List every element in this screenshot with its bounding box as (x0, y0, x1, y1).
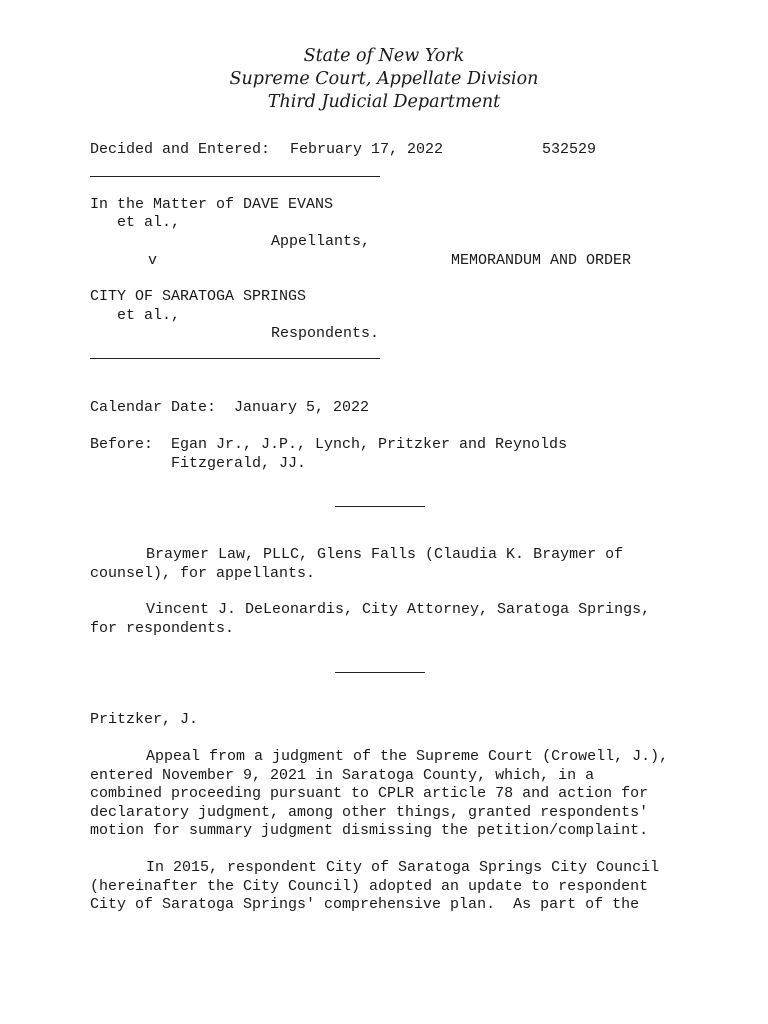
before-judges-line1: Egan Jr., J.P., Lynch, Pritzker and Reynolds (171, 436, 568, 453)
docket-number: 532529 (542, 141, 597, 158)
paragraph-line: declaratory judgment, among other things, granted respondents' (90, 804, 649, 821)
section-rule-2 (335, 672, 425, 673)
paragraph-line: In 2015, respondent City of Saratoga Springs City Council (146, 859, 660, 876)
heading-court: Supreme Court, Appellate Division (229, 69, 539, 89)
caption-respondents: Respondents. (271, 325, 380, 342)
caption-versus: v (148, 252, 158, 269)
counsel-respondents-line1: Vincent J. DeLeonardis, City Attorney, Saratoga Springs, (146, 601, 651, 618)
paragraph-line: City of Saratoga Springs' comprehensive plan. As part of the (90, 896, 640, 913)
opinion-author: Pritzker, J. (90, 711, 199, 728)
caption-rule-bottom (90, 358, 380, 359)
counsel-respondents-line2: for respondents. (90, 620, 235, 637)
counsel-appellants-line2: counsel), for appellants. (90, 565, 316, 582)
before-label: Before: (90, 436, 154, 453)
paragraph-line: Appeal from a judgment of the Supreme Court (Crowell, J.), (146, 748, 669, 765)
caption-respondent-etal: et al., (117, 307, 181, 324)
court-heading (0, 45, 768, 114)
decided-date: February 17, 2022 (290, 141, 444, 158)
caption-respondent: CITY OF SARATOGA SPRINGS (90, 288, 307, 305)
caption-appellants: Appellants, (271, 233, 371, 250)
caption-petitioner-etal: et al., (117, 214, 181, 231)
paragraph-line: combined proceeding pursuant to CPLR article 78 and action for (90, 785, 649, 802)
section-rule-1 (335, 506, 425, 507)
heading-state: State of New York (303, 46, 465, 66)
counsel-appellants-line1: Braymer Law, PLLC, Glens Falls (Claudia K. Braymer of (146, 546, 624, 563)
heading-department: Third Judicial Department (267, 92, 501, 112)
document-type: MEMORANDUM AND ORDER (451, 252, 632, 269)
before-judges-line2: Fitzgerald, JJ. (171, 455, 307, 472)
calendar-label: Calendar Date: (90, 399, 217, 416)
decided-label: Decided and Entered: (90, 141, 271, 158)
paragraph-line: entered November 9, 2021 in Saratoga County, which, in a (90, 767, 595, 784)
paragraph-line: motion for summary judgment dismissing the petition/complaint. (90, 822, 649, 839)
calendar-date: January 5, 2022 (234, 399, 370, 416)
paragraph-line: (hereinafter the City Council) adopted an update to respondent (90, 878, 649, 895)
caption-rule-top (90, 176, 380, 177)
caption-petitioner: In the Matter of DAVE EVANS (90, 196, 334, 213)
